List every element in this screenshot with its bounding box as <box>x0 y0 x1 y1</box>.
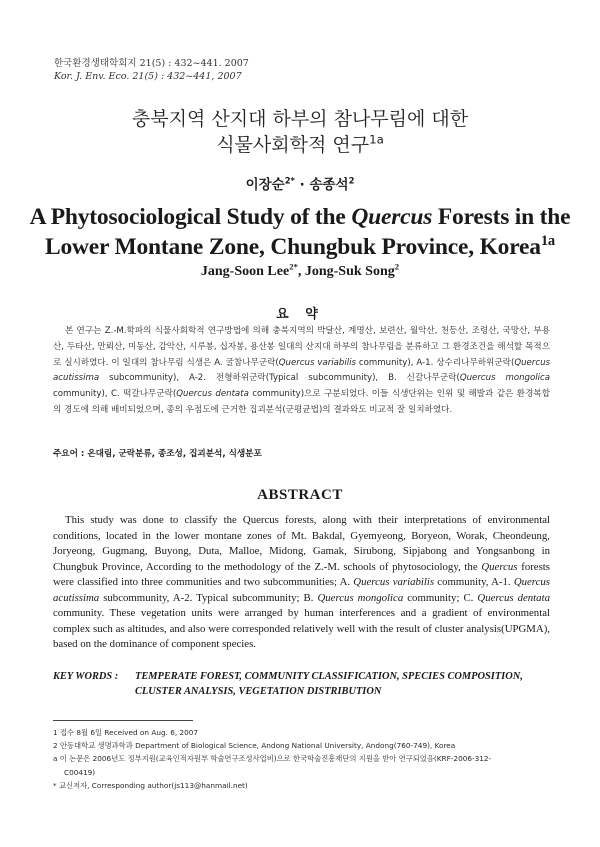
abstract-text-5: community; C. <box>403 591 478 604</box>
abstract-body <box>53 513 550 653</box>
abstract-text-4: subcommunity, A-2. Typical subcommunity; B. <box>99 591 318 604</box>
keywords-line1: TEMPERATE FOREST, COMMUNITY CLASSIFICATION, SPECIES COMPOSITION, <box>135 671 523 682</box>
footnotes <box>53 726 550 792</box>
ko-abstract-text-3: subcommunity), A-2. 전형하위군락(Typical subcommunity), B. 신갈나무군락( <box>99 373 460 384</box>
english-author-1: Jang-Soon Lee <box>200 264 290 279</box>
english-title-footnote-mark: 1a <box>540 233 555 250</box>
ko-abstract-text-4: community), C. 떡갈나무군락( <box>53 389 177 400</box>
ko-abstract-species-3: Quercus mongolica <box>459 373 551 384</box>
english-title-line2 <box>0 232 600 262</box>
abstract-species-3: Quercus acutissima <box>53 576 550 604</box>
korean-title-line2 <box>0 132 600 158</box>
english-title-part2: Forests in the <box>432 204 571 230</box>
footnote-corresponding: * 교신저자, Corresponding author(js113@hanmail.net) <box>53 780 248 790</box>
journal-reference <box>54 57 249 83</box>
korean-title-footnote-mark: 1a <box>369 132 384 147</box>
keywords-label: KEY WORDS : <box>53 671 119 682</box>
korean-title-line2-text: 식물사회학적 연구 <box>216 134 370 156</box>
korean-abstract-heading: 요 약 <box>276 307 324 322</box>
english-title <box>0 202 600 262</box>
korean-author-2-mark: 2 <box>348 175 355 186</box>
footnote-divider <box>53 720 193 721</box>
korean-title <box>0 106 600 158</box>
korean-title-line1: 충북지역 산지대 하부의 참나무림에 대한 <box>131 108 469 130</box>
keywords-line2: CLUSTER ANALYSIS, VEGETATION DISTRIBUTION <box>135 686 382 697</box>
ko-abstract-text-5: community)으로 구분되었다. 이들 식생단위는 인위 및 해발과 같은 환경복합의 경도에 의해 배비되었으며, 종의 우점도에 근거한 집괴분석(군평균법)의 결과와도 비교적 잘 일치하였다. <box>53 389 550 415</box>
footnote-funding-cont: C00419) <box>64 767 96 777</box>
english-author-1-mark: 2* <box>289 261 298 272</box>
ko-abstract-text-2: community), A-1. 상수리나무하위군락( <box>356 357 515 368</box>
ko-abstract-text-1: 본 연구는 Z.-M.학파의 식물사회학적 연구방법에 의해 충북지역의 박달산, 계명산, 보련산, 월악산, 천등산, 조령산, 국망산, 부용산, 두타산, 만뢰산, 미동산, 감악산, 시루봉, 십자봉, 용산봉 일대의 산지대 하부의 참나무림을 분류하고 그 환경조건을 해석할 목적으로 실시하였다. 이 일대의 참나무림 식생은 A. 굴참나무군락( <box>53 326 550 368</box>
english-title-line1 <box>0 202 600 232</box>
english-title-part1: A Phytosociological Study of the <box>29 204 352 230</box>
ko-abstract-species-1: Quercus variabilis <box>278 357 356 368</box>
english-author-2: Jong-Suk Song <box>304 264 395 279</box>
english-keywords <box>53 669 550 699</box>
abstract-text-2: forests were classified into three communities and two subcommunities; A. <box>53 560 551 588</box>
english-title-line2-text: Lower Montane Zone, Chungbuk Province, Korea <box>44 234 541 260</box>
abstract-species-1: Quercus <box>481 560 518 573</box>
abstract-species-4: Quercus mongolica <box>317 591 404 604</box>
korean-abstract-body <box>53 324 550 419</box>
korean-author-2: 송종석 <box>309 177 349 193</box>
english-title-italic: Quercus <box>351 204 433 230</box>
abstract-species-2: Quercus variabilis <box>353 576 435 588</box>
journal-ref-english: Kor. J. Env. Eco. 21(5) : 432~441, 2007 <box>54 71 242 82</box>
english-author-separator: , <box>297 264 305 279</box>
abstract-text-3: community, A-1. <box>434 576 514 588</box>
abstract-heading: ABSTRACT <box>257 487 343 503</box>
korean-author-1-mark: 2* <box>284 175 295 186</box>
abstract-text-1: This study was done to classify the Quercus forests, along with their interpretations of environmental conditions, located in the lower montane zones of Mt. Bakdal, Gyemyeong, Boryeon, Worak, Cheondeung, Joryeong, Gugmang, Buyong, Duta, Malloe, Midong, Gamak, Sirubong, Sipjabong and Yongsanbong in Chungbuk Province, According to the methodology of the Z.-M. schools of phytosociology, the <box>53 514 550 573</box>
footnote-funding: a 이 논문은 2006년도 정부지원(교육인적자원부 학술연구조성사업비)으로 한국학술진흥재단의 지원을 받아 연구되었음(KRF-2006-312- <box>53 754 492 764</box>
abstract-text-6: community. These vegetation units were arranged by human interferences and a gradient of environmental complex such as altitudes, and also were corresponded relatively well with the result of cluster analysis(UPGMA), based on the dominance of component species. <box>53 607 550 650</box>
abstract-species-5: Quercus dentata <box>477 591 550 604</box>
journal-ref-korean: 한국환경생태학회지 21(5) : 432~441. 2007 <box>54 58 249 69</box>
korean-author-1: 이장순 <box>245 177 285 193</box>
korean-author-separator: · <box>294 177 310 193</box>
footnote-affiliation: 2 안동대학교 생명과학과 Department of Biological Science, Andong National University, Andong(760-749), Korea <box>53 741 456 751</box>
footnote-received: 1 접수 8월 6일 Received on Aug. 6, 2007 <box>53 728 199 737</box>
ko-abstract-species-2: Quercus acutissima <box>53 357 550 384</box>
korean-authors <box>0 173 600 193</box>
korean-keywords: 주요어 : 온대림, 군락분류, 종조성, 집괴분석, 식생분포 <box>53 449 262 459</box>
english-author-2-mark: 2 <box>394 261 400 272</box>
ko-abstract-species-4: Quercus dentata <box>176 389 249 400</box>
english-authors <box>0 261 600 280</box>
